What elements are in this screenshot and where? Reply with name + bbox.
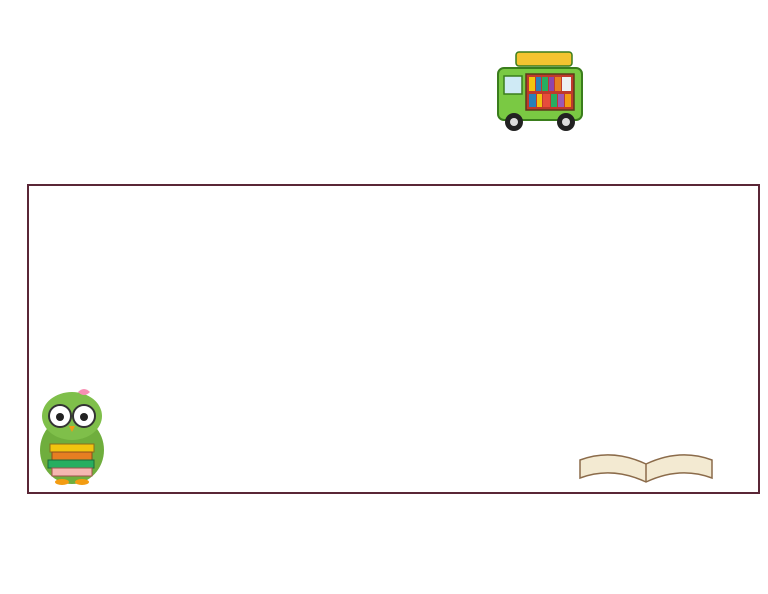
open-book-illustration <box>576 398 716 488</box>
clover-border-top <box>0 0 768 60</box>
clover-border-bottom <box>0 490 768 594</box>
owl-reading-illustration <box>34 386 110 486</box>
bookmobile-bus-illustration <box>494 50 586 134</box>
weekday-header-row <box>18 164 752 182</box>
